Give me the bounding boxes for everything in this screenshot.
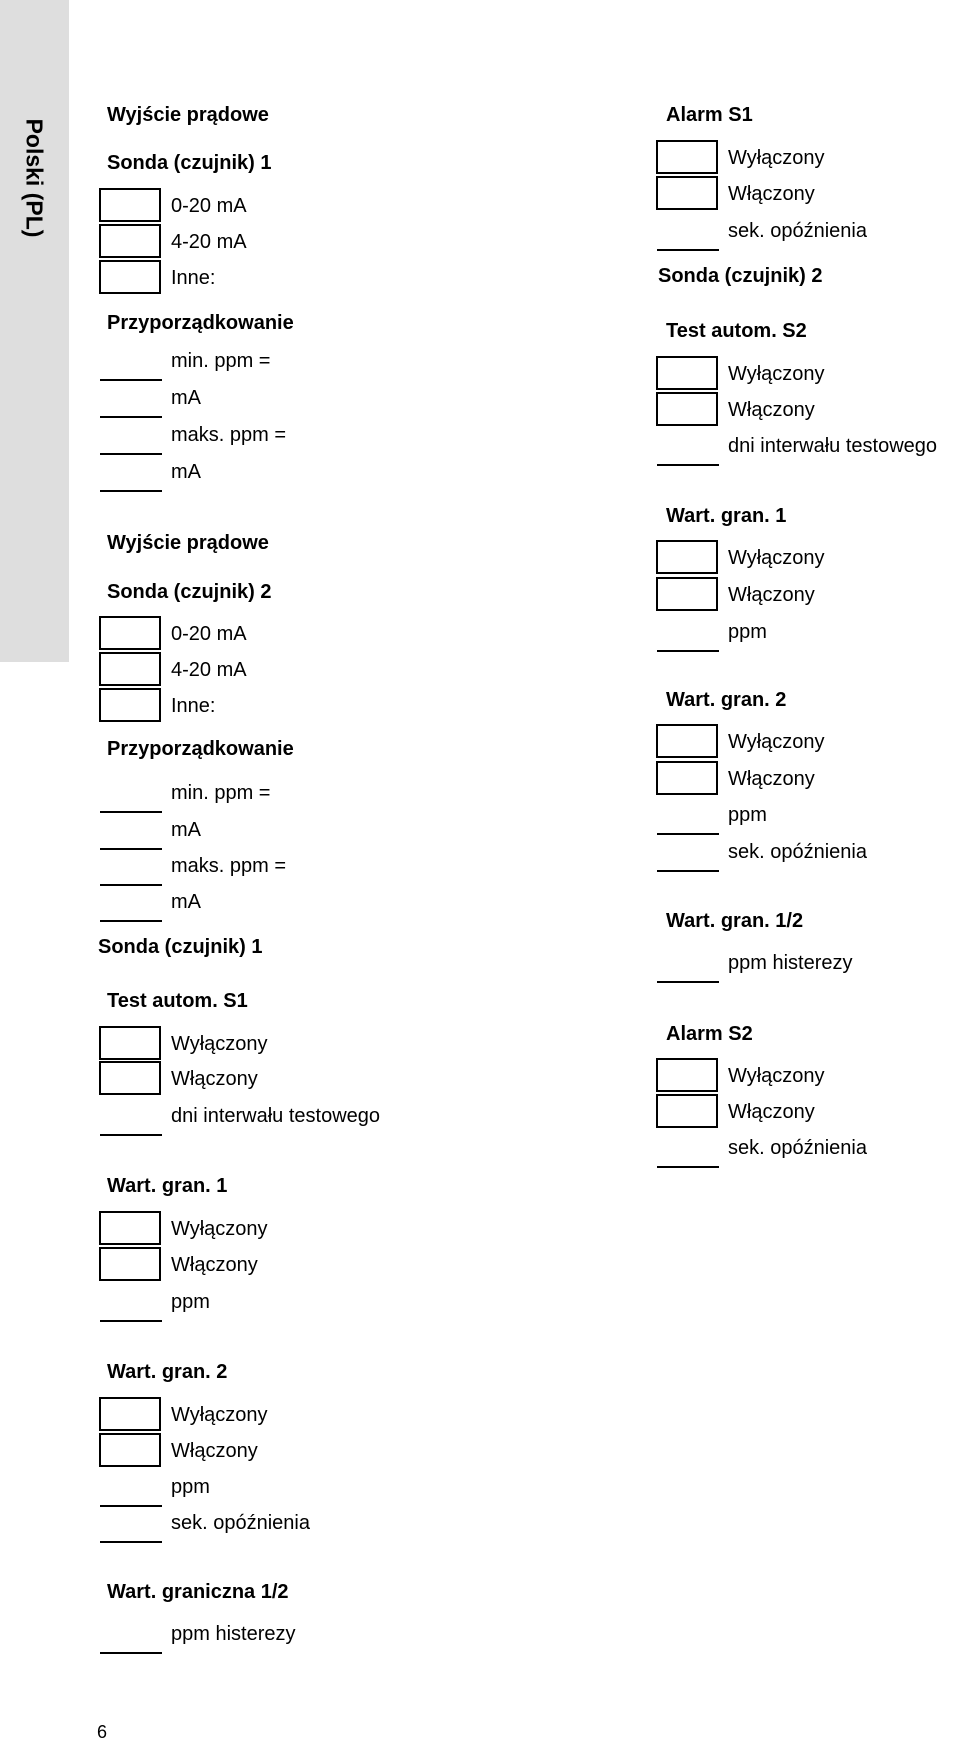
blank-field-label: min. ppm = <box>171 782 271 804</box>
blank-field-label: dni interwału testowego <box>171 1105 381 1127</box>
blank-field-label: dni interwału testowego <box>728 435 938 457</box>
blank-field-label: ppm <box>728 621 767 643</box>
checkbox-label: Wyłączony <box>728 731 825 753</box>
fill-in-blank-line[interactable] <box>100 811 162 813</box>
fill-in-blank-line[interactable] <box>100 453 162 455</box>
option-checkbox[interactable] <box>99 224 161 258</box>
checkbox-label: Włączony <box>171 1068 258 1090</box>
checkbox-label: 4-20 mA <box>171 231 247 253</box>
checkbox-label: 0-20 mA <box>171 195 247 217</box>
checkbox-label: Włączony <box>728 584 815 606</box>
fill-in-blank-line[interactable] <box>657 870 719 872</box>
blank-field-label: mA <box>171 461 201 483</box>
fill-in-blank-line[interactable] <box>100 416 162 418</box>
fill-in-blank-line[interactable] <box>100 920 162 922</box>
section-heading: Alarm S2 <box>666 1023 753 1045</box>
checkbox-label: Włączony <box>728 399 815 421</box>
section-heading: Sonda (czujnik) 2 <box>658 265 823 287</box>
checkbox-label: Inne: <box>171 267 216 289</box>
option-checkbox[interactable] <box>99 688 161 722</box>
blank-field-label: ppm histerezy <box>171 1623 296 1645</box>
section-heading: Wart. graniczna 1/2 <box>107 1581 289 1603</box>
blank-field-label: ppm <box>728 804 767 826</box>
section-heading: Wart. gran. 2 <box>666 689 787 711</box>
blank-field-label: min. ppm = <box>171 350 271 372</box>
checkbox-label: 0-20 mA <box>171 623 247 645</box>
section-heading: Alarm S1 <box>666 104 753 126</box>
checkbox-label: Wyłączony <box>171 1218 268 1240</box>
fill-in-blank-line[interactable] <box>657 464 719 466</box>
option-checkbox[interactable] <box>656 176 718 210</box>
section-heading: Sonda (czujnik) 2 <box>107 581 272 603</box>
blank-field-label: mA <box>171 891 201 913</box>
fill-in-blank-line[interactable] <box>100 1652 162 1654</box>
blank-field-label: sek. opóźnienia <box>171 1512 310 1534</box>
blank-field-label: ppm histerezy <box>728 952 853 974</box>
checkbox-label: Wyłączony <box>728 547 825 569</box>
option-checkbox[interactable] <box>99 1433 161 1467</box>
option-checkbox[interactable] <box>656 392 718 426</box>
section-heading: Wart. gran. 2 <box>107 1361 228 1383</box>
fill-in-blank-line[interactable] <box>657 981 719 983</box>
option-checkbox[interactable] <box>99 1061 161 1095</box>
blank-field-label: ppm <box>171 1476 210 1498</box>
option-checkbox[interactable] <box>99 188 161 222</box>
fill-in-blank-line[interactable] <box>100 1541 162 1543</box>
option-checkbox[interactable] <box>656 140 718 174</box>
form-column-right <box>560 0 960 1640</box>
checkbox-label: Włączony <box>728 768 815 790</box>
checkbox-label: Wyłączony <box>171 1404 268 1426</box>
checkbox-label: Włączony <box>728 183 815 205</box>
option-checkbox[interactable] <box>656 1094 718 1128</box>
section-heading: Test autom. S1 <box>107 990 248 1012</box>
checkbox-label: Wyłączony <box>728 147 825 169</box>
section-heading: Sonda (czujnik) 1 <box>98 936 263 958</box>
option-checkbox[interactable] <box>656 356 718 390</box>
blank-field-label: sek. opóźnienia <box>728 841 867 863</box>
blank-field-label: maks. ppm = <box>171 424 287 446</box>
option-checkbox[interactable] <box>99 1026 161 1060</box>
fill-in-blank-line[interactable] <box>657 833 719 835</box>
fill-in-blank-line[interactable] <box>100 1320 162 1322</box>
blank-field-label: maks. ppm = <box>171 855 287 877</box>
checkbox-label: Wyłączony <box>728 1065 825 1087</box>
checkbox-label: Włączony <box>728 1101 815 1123</box>
fill-in-blank-line[interactable] <box>657 650 719 652</box>
checkbox-label: Wyłączony <box>728 363 825 385</box>
option-checkbox[interactable] <box>99 652 161 686</box>
checkbox-label: Inne: <box>171 695 216 717</box>
option-checkbox[interactable] <box>656 577 718 611</box>
fill-in-blank-line[interactable] <box>100 379 162 381</box>
fill-in-blank-line[interactable] <box>657 249 719 251</box>
section-heading: Wyjście prądowe <box>107 104 269 126</box>
fill-in-blank-line[interactable] <box>100 884 162 886</box>
fill-in-blank-line[interactable] <box>657 1166 719 1168</box>
blank-field-label: ppm <box>171 1291 210 1313</box>
blank-field-label: sek. opóźnienia <box>728 1137 867 1159</box>
option-checkbox[interactable] <box>99 1211 161 1245</box>
option-checkbox[interactable] <box>656 540 718 574</box>
fill-in-blank-line[interactable] <box>100 1505 162 1507</box>
fill-in-blank-line[interactable] <box>100 490 162 492</box>
option-checkbox[interactable] <box>656 1058 718 1092</box>
blank-field-label: sek. opóźnienia <box>728 220 867 242</box>
section-heading: Przyporządkowanie <box>107 312 294 334</box>
language-label: Polski (PL) <box>21 118 48 238</box>
option-checkbox[interactable] <box>656 724 718 758</box>
blank-field-label: mA <box>171 819 201 841</box>
page-number: 6 <box>97 1722 108 1742</box>
option-checkbox[interactable] <box>99 1247 161 1281</box>
option-checkbox[interactable] <box>99 616 161 650</box>
checkbox-label: Włączony <box>171 1254 258 1276</box>
section-heading: Przyporządkowanie <box>107 738 294 760</box>
section-heading: Wart. gran. 1 <box>666 505 787 527</box>
section-heading: Wyjście prądowe <box>107 532 269 554</box>
section-heading: Sonda (czujnik) 1 <box>107 152 272 174</box>
option-checkbox[interactable] <box>656 761 718 795</box>
checkbox-label: Włączony <box>171 1440 258 1462</box>
checkbox-label: Wyłączony <box>171 1033 268 1055</box>
section-heading: Test autom. S2 <box>666 320 807 342</box>
checkbox-label: 4-20 mA <box>171 659 247 681</box>
option-checkbox[interactable] <box>99 1397 161 1431</box>
option-checkbox[interactable] <box>99 260 161 294</box>
fill-in-blank-line[interactable] <box>100 1134 162 1136</box>
blank-field-label: mA <box>171 387 201 409</box>
fill-in-blank-line[interactable] <box>100 848 162 850</box>
section-heading: Wart. gran. 1/2 <box>666 910 804 932</box>
section-heading: Wart. gran. 1 <box>107 1175 228 1197</box>
